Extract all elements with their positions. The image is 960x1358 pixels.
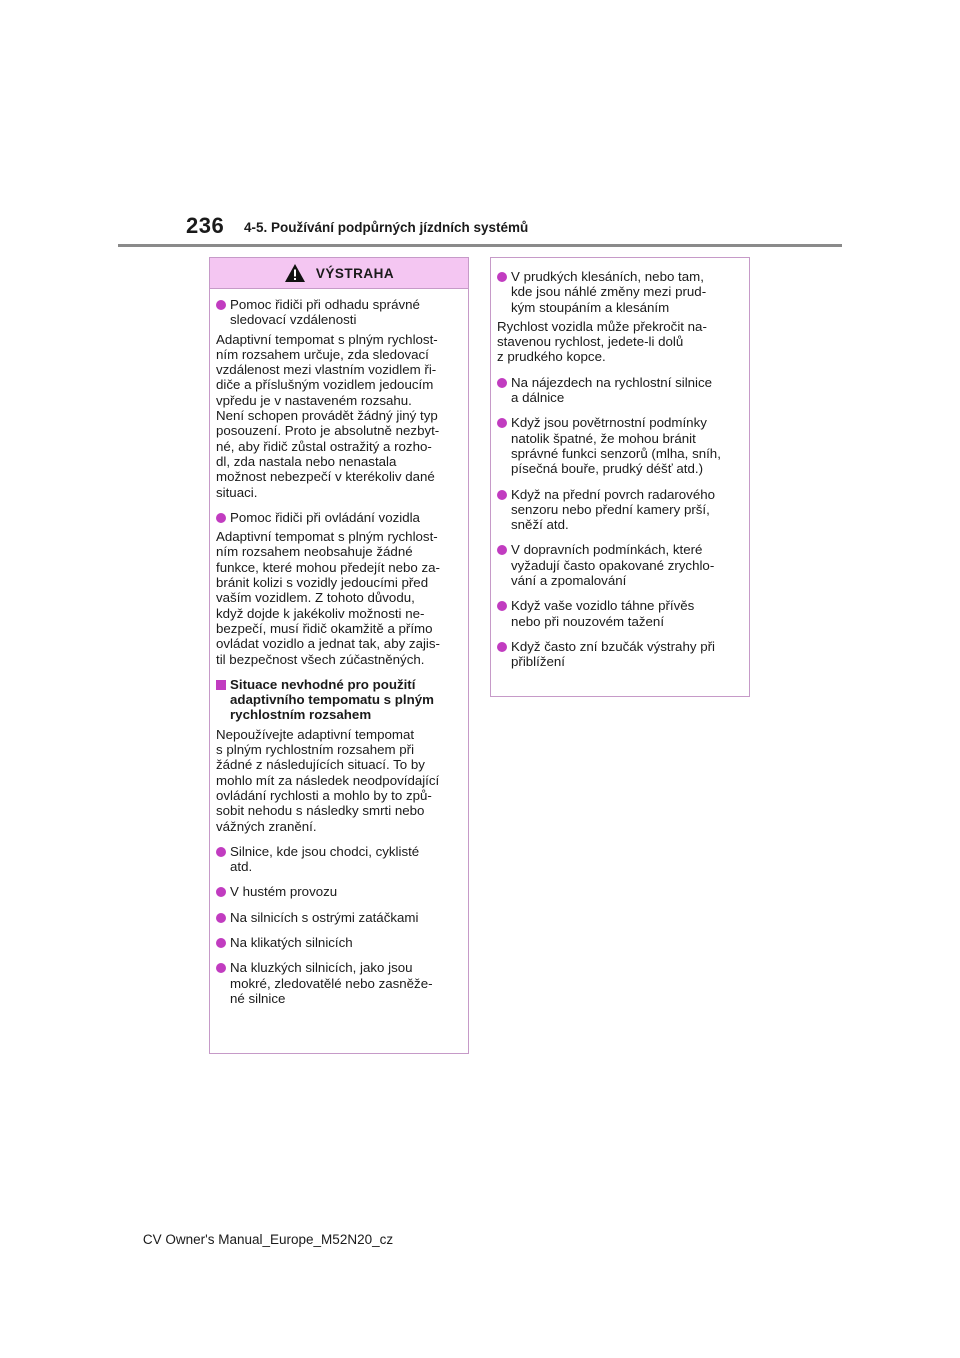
warning-content-right (491, 258, 749, 670)
warning-triangle-icon (284, 263, 306, 283)
bullet-item: Když často zní bzučák výstrahy při přiblížení (497, 639, 741, 670)
section-title: 4-5. Používání podpůrných jízdních systémů (244, 220, 529, 235)
bullet-item: V dopravních podmínkách, které vyžadují často opakované zrychlo- vání a zpomalování (497, 542, 741, 588)
bullet-item: Na klikatých silnicích (216, 935, 460, 950)
paragraph: Adaptivní tempomat s plným rychlost- ním rozsahem určuje, zda sledovací vzdálenost mezi vlastním vozidlem ři- diče a příslušným vozidlem jedoucím vpředu je v nastaveném rozsahu. Není schopen provádět žádný jiný typ posouzení. Proto je absolutně nezbyt- né, aby řidič zůstal ostražitý a rozho- dl, zda nastala nebo nenastala možnost nebezpečí v kterékoliv dané situaci. (216, 331, 440, 500)
paragraph: Nepoužívejte adaptivní tempomat s plným rychlostním rozsahem při žádné z následujících situací. To by mohlo mít za následek neodpovídající ovládání rychlosti a mohlo by to způ- sobit nehodu s následky smrti nebo vážných zranění. (216, 726, 440, 834)
bullet-item: Na kluzkých silnicích, jako jsou mokré, zledovatělé nebo zasněže- né silnice (216, 960, 460, 1006)
bullet-item: Když jsou povětrnostní podmínky natolik špatné, že mohou bránit správné funkci senzorů (mlha, sníh, písečná bouře, prudký déšť atd.) (497, 415, 741, 476)
subheading: Situace nevhodné pro použití adaptivního tempomatu s plným rychlostním rozsahem (216, 677, 460, 723)
paragraph: Rychlost vozidla může překročit na- stavenou rychlost, jedete-li dolů z prudkého kopce. (497, 318, 707, 365)
bullet-item: Když na přední povrch radarového senzoru nebo přední kamery prší, sněží atd. (497, 487, 741, 533)
warning-content-left (210, 289, 468, 1006)
bullet-item: Na nájezdech na rychlostní silnice a dálnice (497, 375, 741, 406)
bullet-item: Na silnicích s ostrými zatáčkami (216, 910, 460, 925)
warning-box-right (490, 257, 750, 697)
bullet-item: Silnice, kde jsou chodci, cyklisté atd. (216, 844, 460, 875)
warning-box-left (209, 257, 469, 1054)
warning-label: VÝSTRAHA (315, 265, 395, 281)
header-divider (118, 244, 842, 247)
bullet-item: Pomoc řidiči při ovládání vozidla (216, 510, 460, 525)
bullet-item: V hustém provozu (216, 884, 460, 899)
paragraph: Adaptivní tempomat s plným rychlost- ním rozsahem neobsahuje žádné funkce, které mohou předejít nebo za- bránit kolizi s vozidly jedoucími před vaším vozidlem. Z tohoto důvodu, když dojde k jakékoliv možnosti ne- bezpečí, musí řidič okamžitě a přímo ovládat vozidlo a jednat tak, aby zajis- til bezpečnost všech zúčastněných. (216, 529, 440, 667)
bullet-item: V prudkých klesáních, nebo tam, kde jsou náhlé změny mezi prud- kým stoupáním a klesáním (497, 269, 741, 315)
bullet-item: Když vaše vozidlo táhne přívěs nebo při nouzovém tažení (497, 598, 741, 629)
footer-text: CV Owner's Manual_Europe_M52N20_cz (142, 1232, 394, 1247)
page-number: 236 (186, 213, 225, 238)
warning-header (210, 258, 468, 289)
bullet-item: Pomoc řidiči při odhadu správné sledovací vzdálenosti (216, 297, 460, 328)
